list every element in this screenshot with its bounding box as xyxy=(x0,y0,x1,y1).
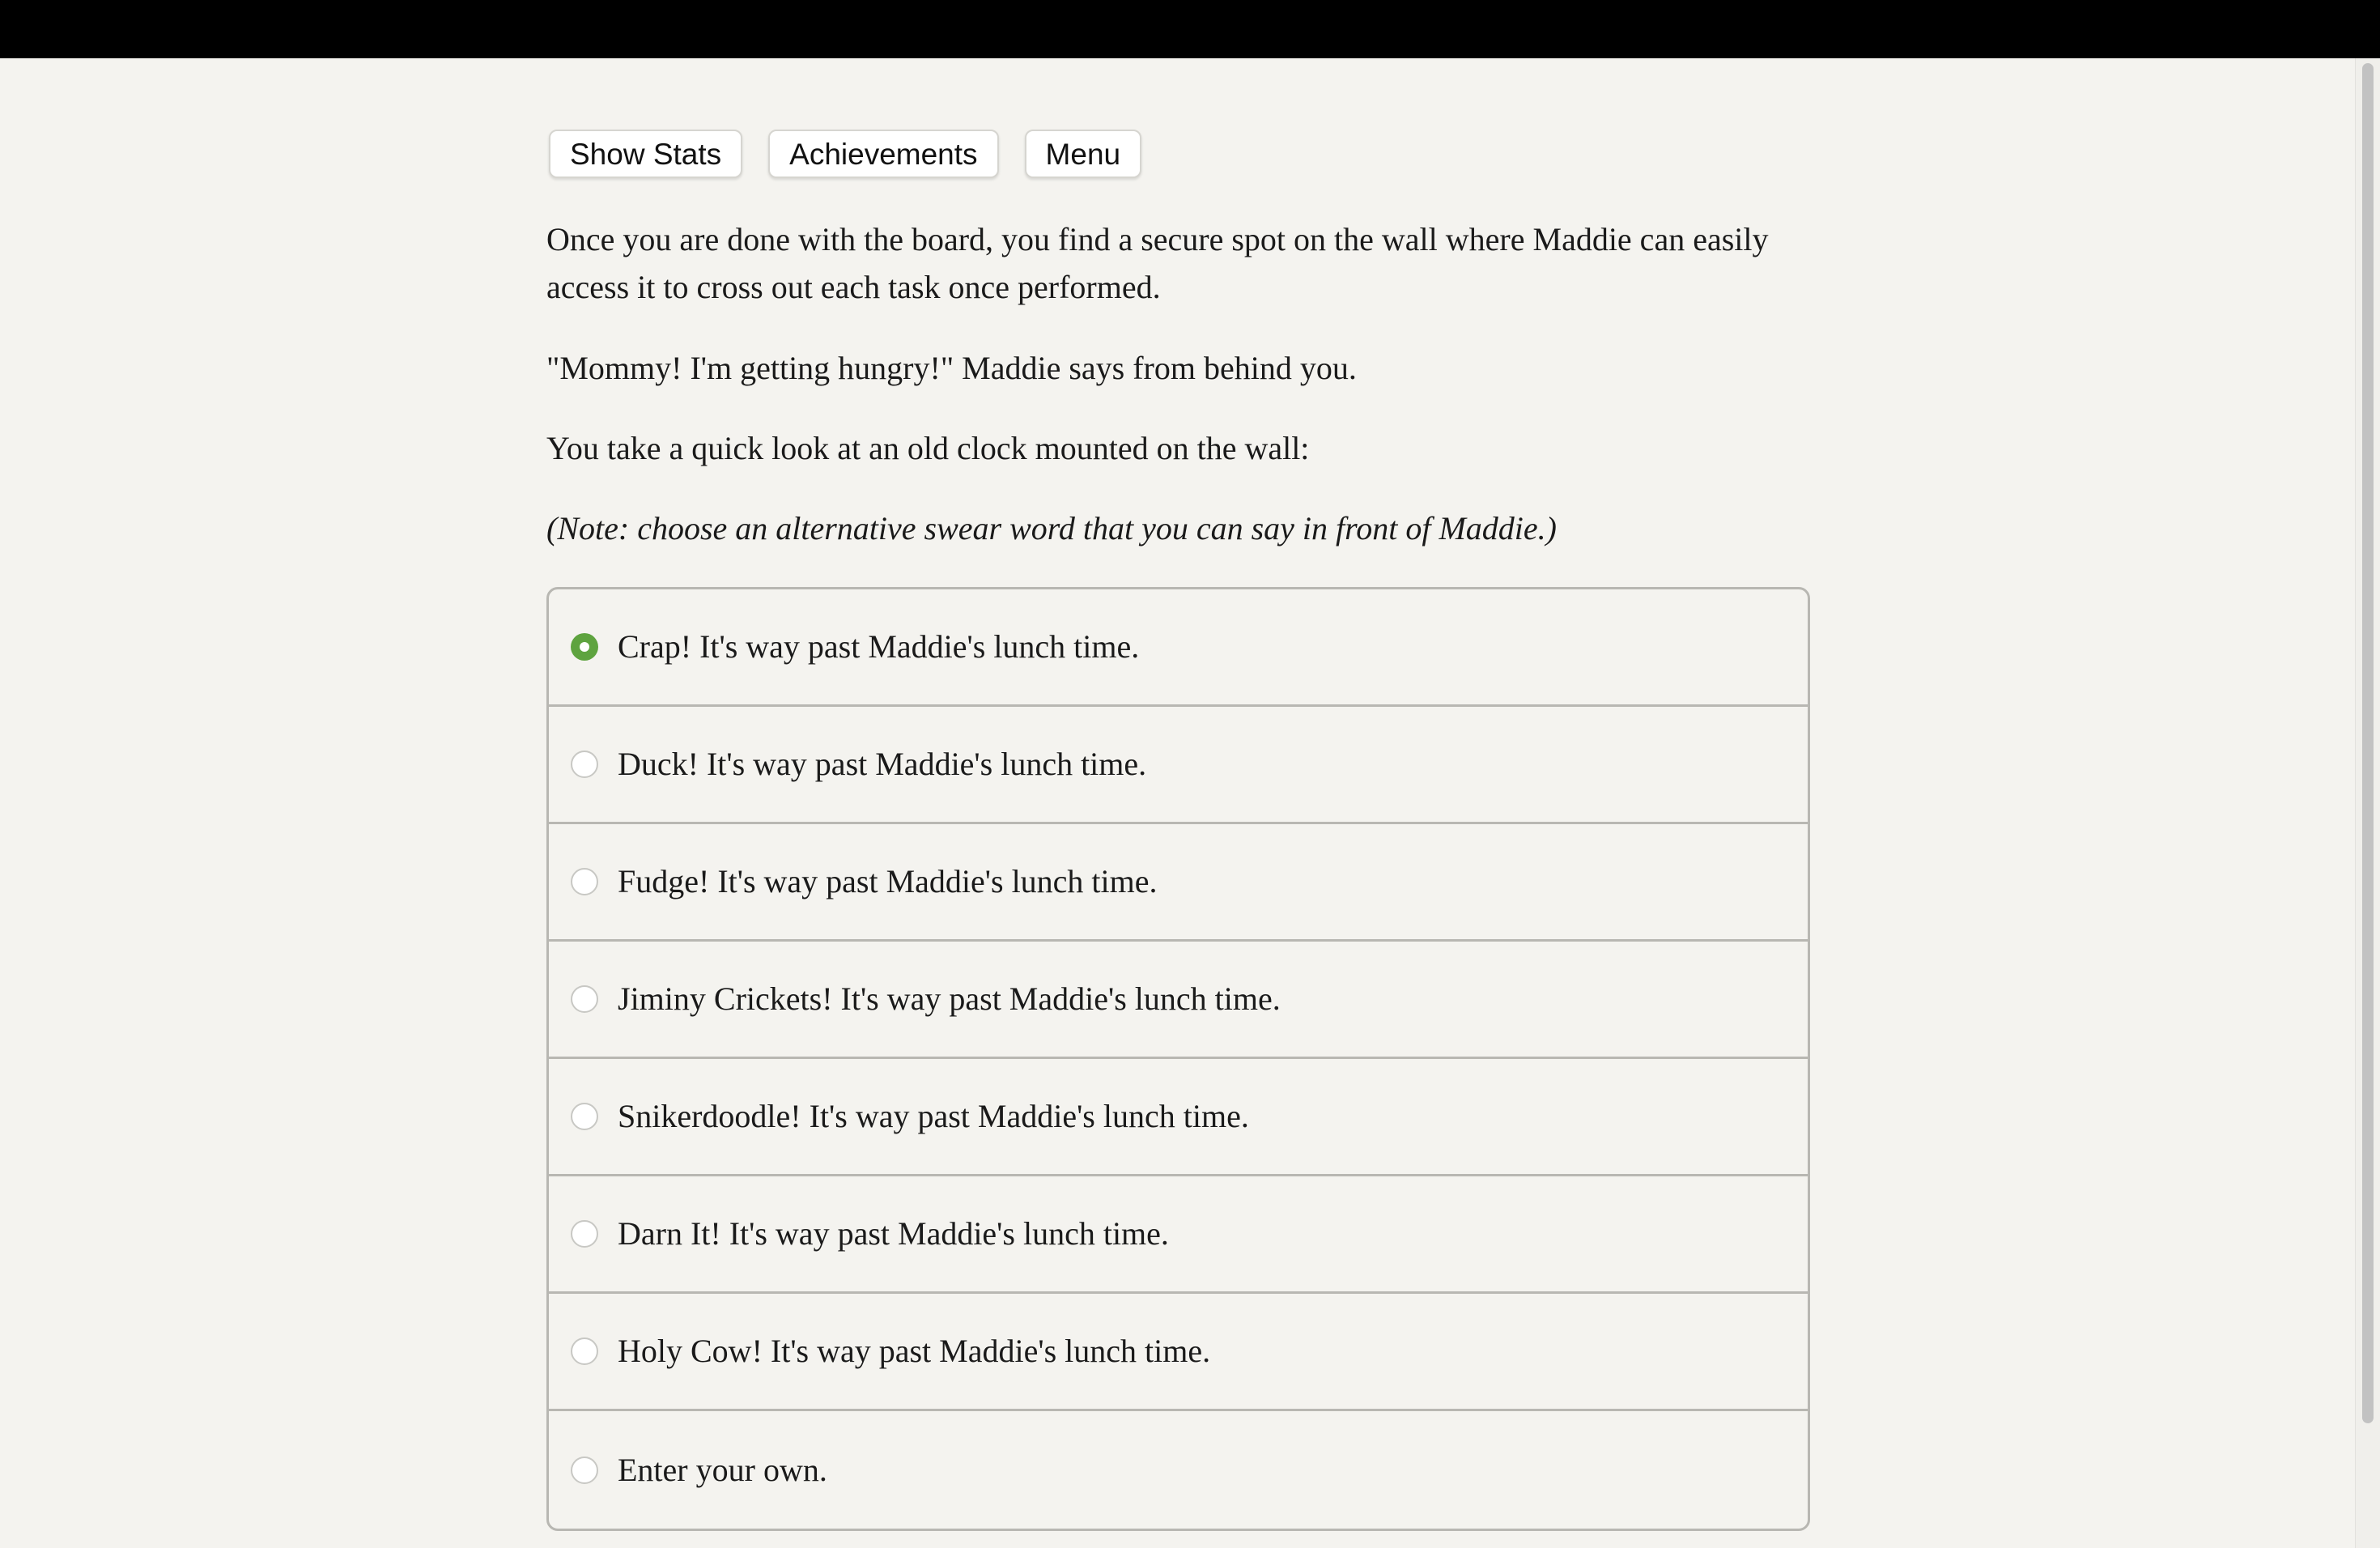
story-paragraph: Once you are done with the board, you find a secure spot on the wall where Maddie can easily access it to cross out each task once performed. xyxy=(546,221,1769,305)
radio-button-selected[interactable] xyxy=(571,633,598,661)
choice-option[interactable] xyxy=(549,824,1808,942)
choice-option[interactable] xyxy=(549,942,1808,1059)
choice-label: Enter your own. xyxy=(618,1451,827,1488)
radio-button[interactable] xyxy=(571,1220,598,1248)
vertical-scrollbar[interactable] xyxy=(2355,58,2380,1548)
radio-button[interactable] xyxy=(571,1337,598,1365)
radio-button[interactable] xyxy=(571,1457,598,1484)
menu-button[interactable]: Menu xyxy=(1025,130,1142,178)
toolbar xyxy=(549,130,1809,180)
choice-label: Duck! It's way past Maddie's lunch time. xyxy=(618,746,1147,782)
choice-option[interactable] xyxy=(549,1059,1808,1176)
choice-option[interactable] xyxy=(549,589,1808,707)
choice-option[interactable] xyxy=(549,707,1808,824)
story-paragraph: You take a quick look at an old clock mounted on the wall: xyxy=(546,430,1310,466)
radio-button[interactable] xyxy=(571,868,598,895)
choice-label: Holy Cow! It's way past Maddie's lunch time. xyxy=(618,1333,1211,1369)
achievements-button[interactable]: Achievements xyxy=(768,130,998,178)
game-content xyxy=(546,130,1809,1488)
choice-option[interactable] xyxy=(549,1176,1808,1294)
choice-option[interactable] xyxy=(549,1294,1808,1411)
choice-label: Fudge! It's way past Maddie's lunch time. xyxy=(618,863,1158,899)
choice-option[interactable] xyxy=(549,1411,1808,1529)
radio-button[interactable] xyxy=(571,751,598,778)
browser-top-bar xyxy=(0,0,2380,58)
story-note: (Note: choose an alternative swear word that you can say in front of Maddie.) xyxy=(546,510,1557,546)
choice-label: Snikerdoodle! It's way past Maddie's lunch time. xyxy=(618,1098,1249,1134)
choice-label: Jiminy Crickets! It's way past Maddie's lunch time. xyxy=(618,980,1281,1017)
choice-label: Darn It! It's way past Maddie's lunch time. xyxy=(618,1215,1169,1252)
radio-button[interactable] xyxy=(571,1103,598,1130)
choice-label: Crap! It's way past Maddie's lunch time. xyxy=(618,628,1140,665)
show-stats-button[interactable]: Show Stats xyxy=(549,130,742,178)
choice-list xyxy=(546,587,1810,1531)
radio-button[interactable] xyxy=(571,985,598,1013)
scrollbar-thumb[interactable] xyxy=(2362,63,2374,1423)
story-paragraph: "Mommy! I'm getting hungry!" Maddie says from behind you. xyxy=(546,350,1357,386)
